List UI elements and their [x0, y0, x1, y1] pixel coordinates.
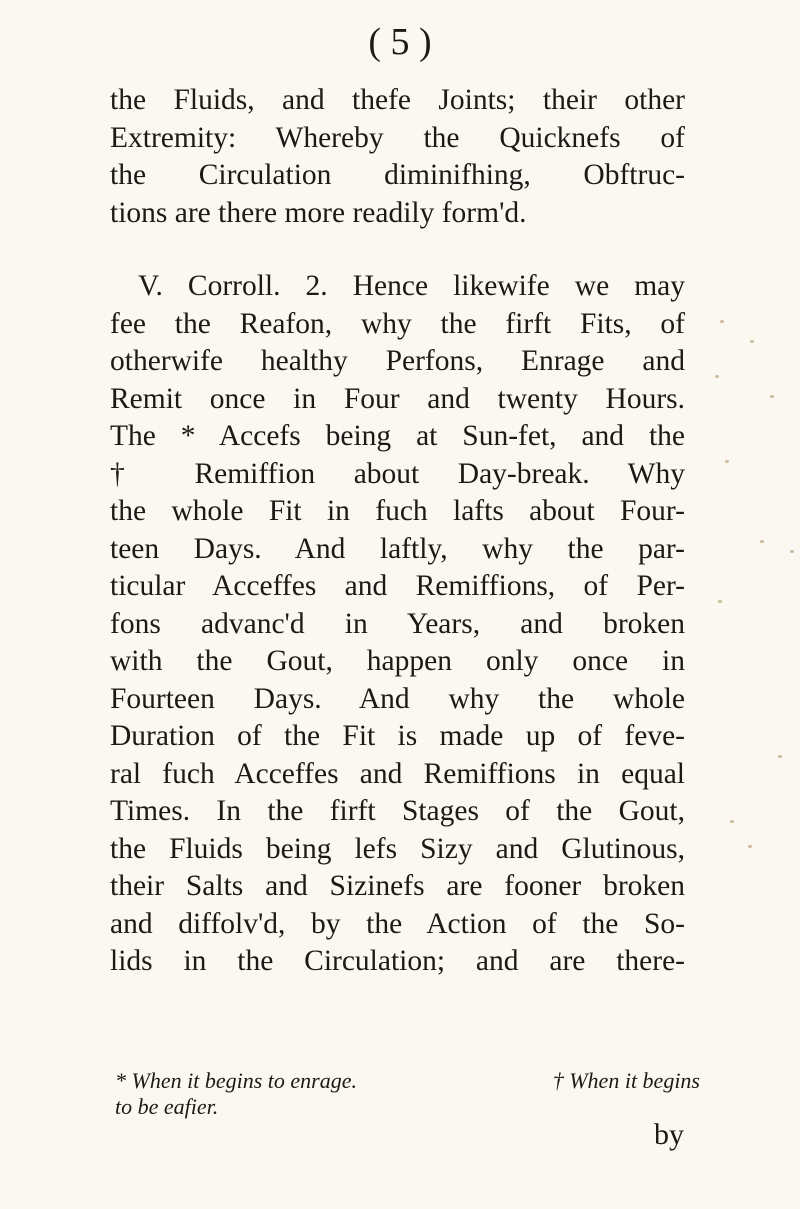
footnotes [115, 1068, 700, 1120]
text-line: ral fuch Acceffes and Remiffions in equal [110, 757, 685, 790]
text-line: the Fluids being lefs Sizy and Glutinous, [110, 832, 685, 865]
catchword: by [654, 1118, 684, 1151]
text-line: otherwife healthy Perfons, Enrage and [110, 345, 685, 377]
text-line: The * Accefs being at Sun-fet, and the [110, 420, 685, 452]
text-line: tions are there more readily form'd. [110, 196, 527, 229]
text-line: with the Gout, happen only once in [110, 645, 685, 677]
footnote-dagger: † When it begins [552, 1068, 700, 1093]
paragraph-2-body [110, 306, 685, 981]
text-line: V. Corroll. 2. Hence likewife we may [138, 270, 685, 302]
text-line: ticular Acceffes and Remiffions, of Per- [110, 570, 685, 602]
text-line: Duration of the Fit is made up of feve- [110, 720, 685, 752]
text-line: Times. In the firft Stages of the Gout, [110, 795, 685, 827]
page-number: ( 5 ) [368, 21, 432, 63]
body-text [110, 82, 685, 981]
footnote-asterisk: * When it begins to enrage. [115, 1068, 357, 1093]
text-line: the whole Fit in fuch lafts about Four- [110, 495, 685, 527]
text-line: Extremity: Whereby the Quicknefs of [110, 121, 685, 154]
text-line: Fourteen Days. And why the whole [110, 682, 685, 715]
text-line: and diffolv'd, by the Action of the So- [110, 907, 685, 940]
text-line: Remit once in Four and twenty Hours. [110, 382, 685, 415]
text-line: their Salts and Sizinefs are fooner broken [110, 870, 685, 902]
text-line: fons advanc'd in Years, and broken [110, 607, 685, 640]
text-line: † Remiffion about Day-break. Why [110, 457, 685, 490]
page-stain-marks [690, 300, 800, 900]
paragraph-1 [110, 82, 685, 232]
text-line: the Circulation diminifhing, Obftruc- [110, 159, 685, 191]
paragraph-2 [110, 268, 685, 306]
footnote-continuation: to be eafier. [115, 1094, 219, 1119]
text-line: lids in the Circulation; and are there- [110, 945, 685, 977]
text-line: the Fluids, and thefe Joints; their other [110, 84, 685, 116]
text-line: fee the Reafon, why the firft Fits, of [110, 307, 685, 340]
text-line: teen Days. And laftly, why the par- [110, 532, 685, 565]
